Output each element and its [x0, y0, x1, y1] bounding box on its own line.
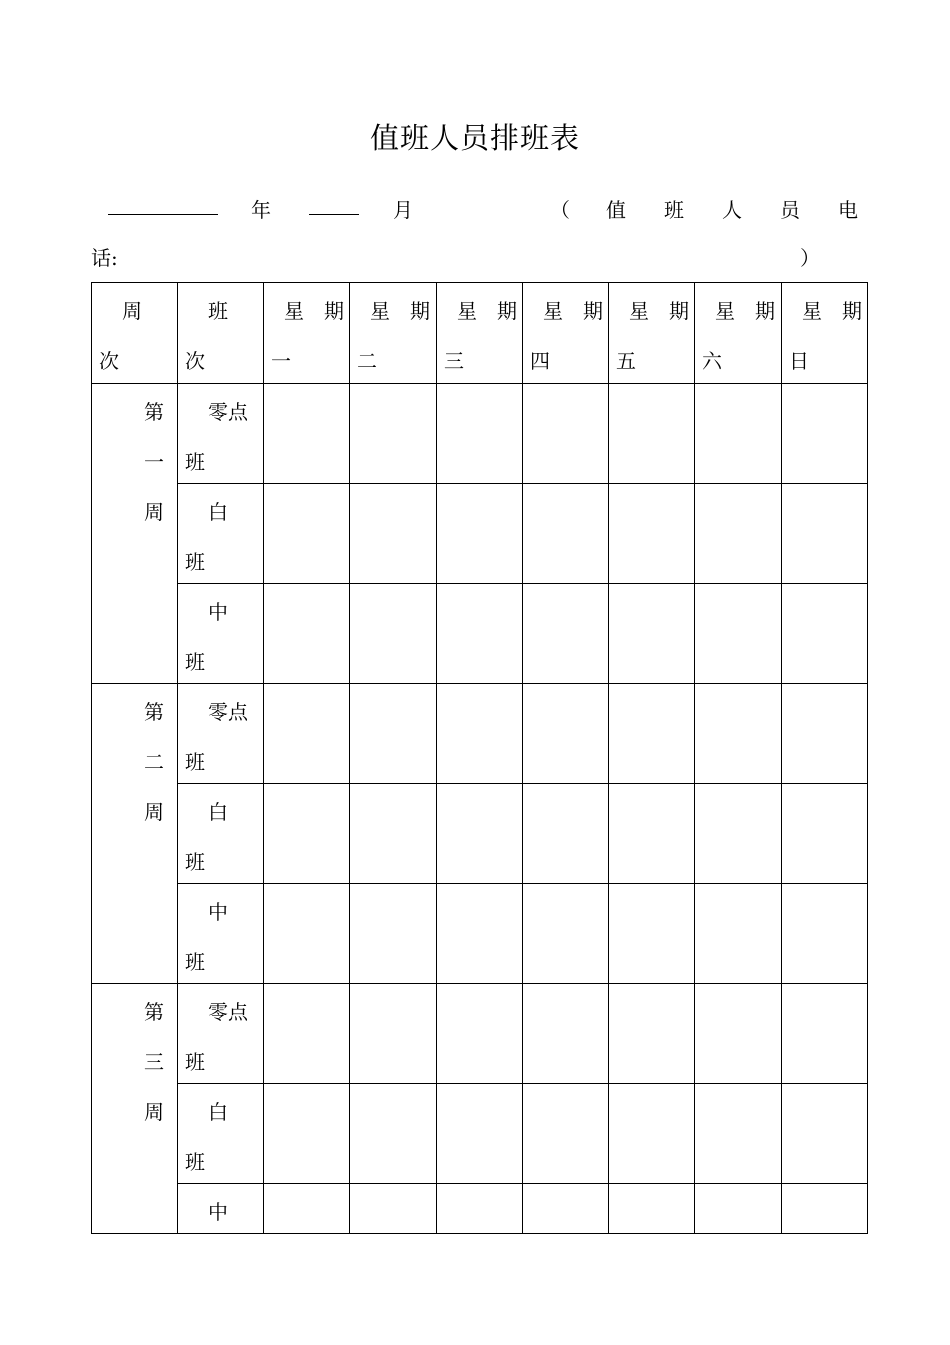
schedule-cell[interactable] [782, 484, 868, 584]
phone-open-paren: （ [550, 198, 570, 222]
schedule-cell[interactable] [523, 884, 609, 984]
shift-label-bottom: 班 [185, 450, 205, 474]
schedule-cell[interactable] [523, 684, 609, 784]
schedule-cell[interactable] [264, 884, 350, 984]
schedule-cell[interactable] [523, 1184, 609, 1234]
week-cell [92, 384, 178, 684]
schedule-cell[interactable] [695, 684, 782, 784]
table-row [92, 884, 868, 984]
schedule-cell[interactable] [695, 884, 782, 984]
table-row [92, 1184, 868, 1234]
col-header-top: 星 期 [715, 299, 775, 323]
schedule-cell[interactable] [350, 384, 437, 484]
week-cell [92, 984, 178, 1234]
schedule-cell[interactable] [264, 584, 350, 684]
week-char: 第 [144, 700, 164, 724]
col-header-bottom: 二 [357, 349, 377, 373]
schedule-cell[interactable] [437, 484, 523, 584]
shift-label-top: 白 [208, 800, 228, 824]
shift-label-top: 白 [208, 1100, 228, 1124]
schedule-cell[interactable] [782, 1084, 868, 1184]
week-char: 二 [144, 750, 164, 774]
schedule-cell[interactable] [264, 484, 350, 584]
table-row [92, 384, 868, 484]
schedule-cell[interactable] [350, 584, 437, 684]
col-header-bottom: 四 [530, 349, 550, 373]
schedule-cell[interactable] [782, 884, 868, 984]
schedule-cell[interactable] [609, 1184, 695, 1234]
schedule-cell[interactable] [609, 784, 695, 884]
shift-label-top: 零点 [208, 400, 248, 424]
shift-label-top: 中 [208, 900, 228, 924]
col-header-bottom: 六 [702, 349, 722, 373]
week-cell [92, 684, 178, 984]
phone-close-paren: ） [800, 246, 820, 270]
col-header-top: 班 [208, 299, 228, 323]
month-blank[interactable] [309, 214, 359, 215]
schedule-cell[interactable] [264, 1084, 350, 1184]
shift-label-bottom: 班 [185, 1050, 205, 1074]
schedule-cell[interactable] [264, 384, 350, 484]
shift-label-bottom: 班 [185, 750, 205, 774]
schedule-cell[interactable] [437, 784, 523, 884]
shift-label-bottom: 班 [185, 1150, 205, 1174]
schedule-cell[interactable] [609, 484, 695, 584]
shift-label-bottom: 班 [185, 550, 205, 574]
col-header-top: 星 期 [457, 299, 517, 323]
table-row [92, 784, 868, 884]
schedule-cell[interactable] [782, 784, 868, 884]
shift-label-bottom: 班 [185, 650, 205, 674]
col-header-top: 星 期 [284, 299, 344, 323]
shift-label-top: 零点 [208, 700, 248, 724]
week-char: 三 [144, 1050, 164, 1074]
table-row [92, 484, 868, 584]
schedule-cell[interactable] [350, 784, 437, 884]
schedule-cell[interactable] [609, 1084, 695, 1184]
schedule-cell[interactable] [609, 984, 695, 1084]
schedule-cell[interactable] [523, 1084, 609, 1184]
shift-label-top: 白 [208, 500, 228, 524]
phone-label-char: 员 [780, 198, 800, 222]
schedule-cell[interactable] [264, 684, 350, 784]
schedule-cell[interactable] [523, 984, 609, 1084]
year-label: 年 [251, 198, 271, 222]
schedule-cell[interactable] [437, 584, 523, 684]
schedule-cell[interactable] [523, 384, 609, 484]
schedule-cell[interactable] [782, 684, 868, 784]
schedule-cell[interactable] [695, 484, 782, 584]
schedule-cell[interactable] [264, 784, 350, 884]
schedule-cell[interactable] [782, 1184, 868, 1234]
shift-label-top: 中 [208, 1200, 228, 1224]
phone-label-char: 人 [722, 198, 742, 222]
week-char: 周 [144, 800, 164, 824]
week-char: 周 [144, 1100, 164, 1124]
schedule-cell[interactable] [350, 1184, 437, 1234]
date-phone-line [0, 190, 950, 224]
week-char: 周 [144, 500, 164, 524]
schedule-table [91, 282, 868, 1234]
table-row [92, 984, 868, 1084]
schedule-cell[interactable] [350, 984, 437, 1084]
col-header-top: 星 期 [543, 299, 603, 323]
schedule-cell[interactable] [695, 784, 782, 884]
schedule-cell[interactable] [264, 1184, 350, 1234]
table-row [92, 1084, 868, 1184]
col-header-top: 星 期 [370, 299, 430, 323]
phone-label-char: 电 [838, 198, 858, 222]
schedule-cell[interactable] [437, 1084, 523, 1184]
col-header-top: 星 期 [802, 299, 862, 323]
schedule-cell[interactable] [609, 584, 695, 684]
schedule-cell[interactable] [437, 984, 523, 1084]
week-char: 第 [144, 1000, 164, 1024]
schedule-cell[interactable] [695, 1084, 782, 1184]
schedule-cell[interactable] [523, 484, 609, 584]
header-row [92, 283, 868, 384]
shift-label-top: 零点 [208, 1000, 248, 1024]
col-header-top: 周 [122, 299, 142, 323]
table-row [92, 584, 868, 684]
schedule-cell[interactable] [350, 484, 437, 584]
phone-label-end: 话: [91, 246, 118, 270]
shift-label-bottom: 班 [185, 850, 205, 874]
col-header-bottom: 五 [616, 349, 636, 373]
schedule-cell[interactable] [437, 684, 523, 784]
col-header-bottom: 一 [271, 349, 291, 373]
schedule-cell[interactable] [437, 384, 523, 484]
schedule-cell[interactable] [609, 684, 695, 784]
table-row [92, 684, 868, 784]
shift-label-top: 中 [208, 600, 228, 624]
schedule-cell[interactable] [782, 584, 868, 684]
week-char: 第 [144, 400, 164, 424]
schedule-cell[interactable] [609, 884, 695, 984]
schedule-cell[interactable] [782, 984, 868, 1084]
phone-line [0, 240, 950, 272]
schedule-cell[interactable] [350, 684, 437, 784]
week-char: 一 [144, 450, 164, 474]
page-title: 值班人员排班表 [369, 121, 580, 155]
schedule-cell[interactable] [350, 1084, 437, 1184]
schedule-cell[interactable] [695, 584, 782, 684]
schedule-cell[interactable] [437, 1184, 523, 1234]
schedule-cell[interactable] [695, 384, 782, 484]
schedule-cell[interactable] [437, 884, 523, 984]
col-header-bottom: 日 [789, 349, 809, 373]
schedule-cell[interactable] [695, 984, 782, 1084]
col-header-bottom: 次 [185, 349, 205, 373]
phone-label-char: 值 [606, 198, 626, 222]
month-label: 月 [393, 198, 413, 222]
schedule-cell[interactable] [782, 384, 868, 484]
phone-label-char: 班 [664, 198, 684, 222]
col-header-bottom: 三 [444, 349, 464, 373]
schedule-cell[interactable] [264, 984, 350, 1084]
year-blank[interactable] [108, 214, 218, 215]
schedule-cell[interactable] [523, 784, 609, 884]
col-header-bottom: 次 [99, 349, 119, 373]
schedule-cell[interactable] [350, 884, 437, 984]
shift-label-bottom: 班 [185, 950, 205, 974]
schedule-cell[interactable] [695, 1184, 782, 1234]
schedule-cell[interactable] [609, 384, 695, 484]
schedule-cell[interactable] [523, 584, 609, 684]
col-header-top: 星 期 [629, 299, 689, 323]
